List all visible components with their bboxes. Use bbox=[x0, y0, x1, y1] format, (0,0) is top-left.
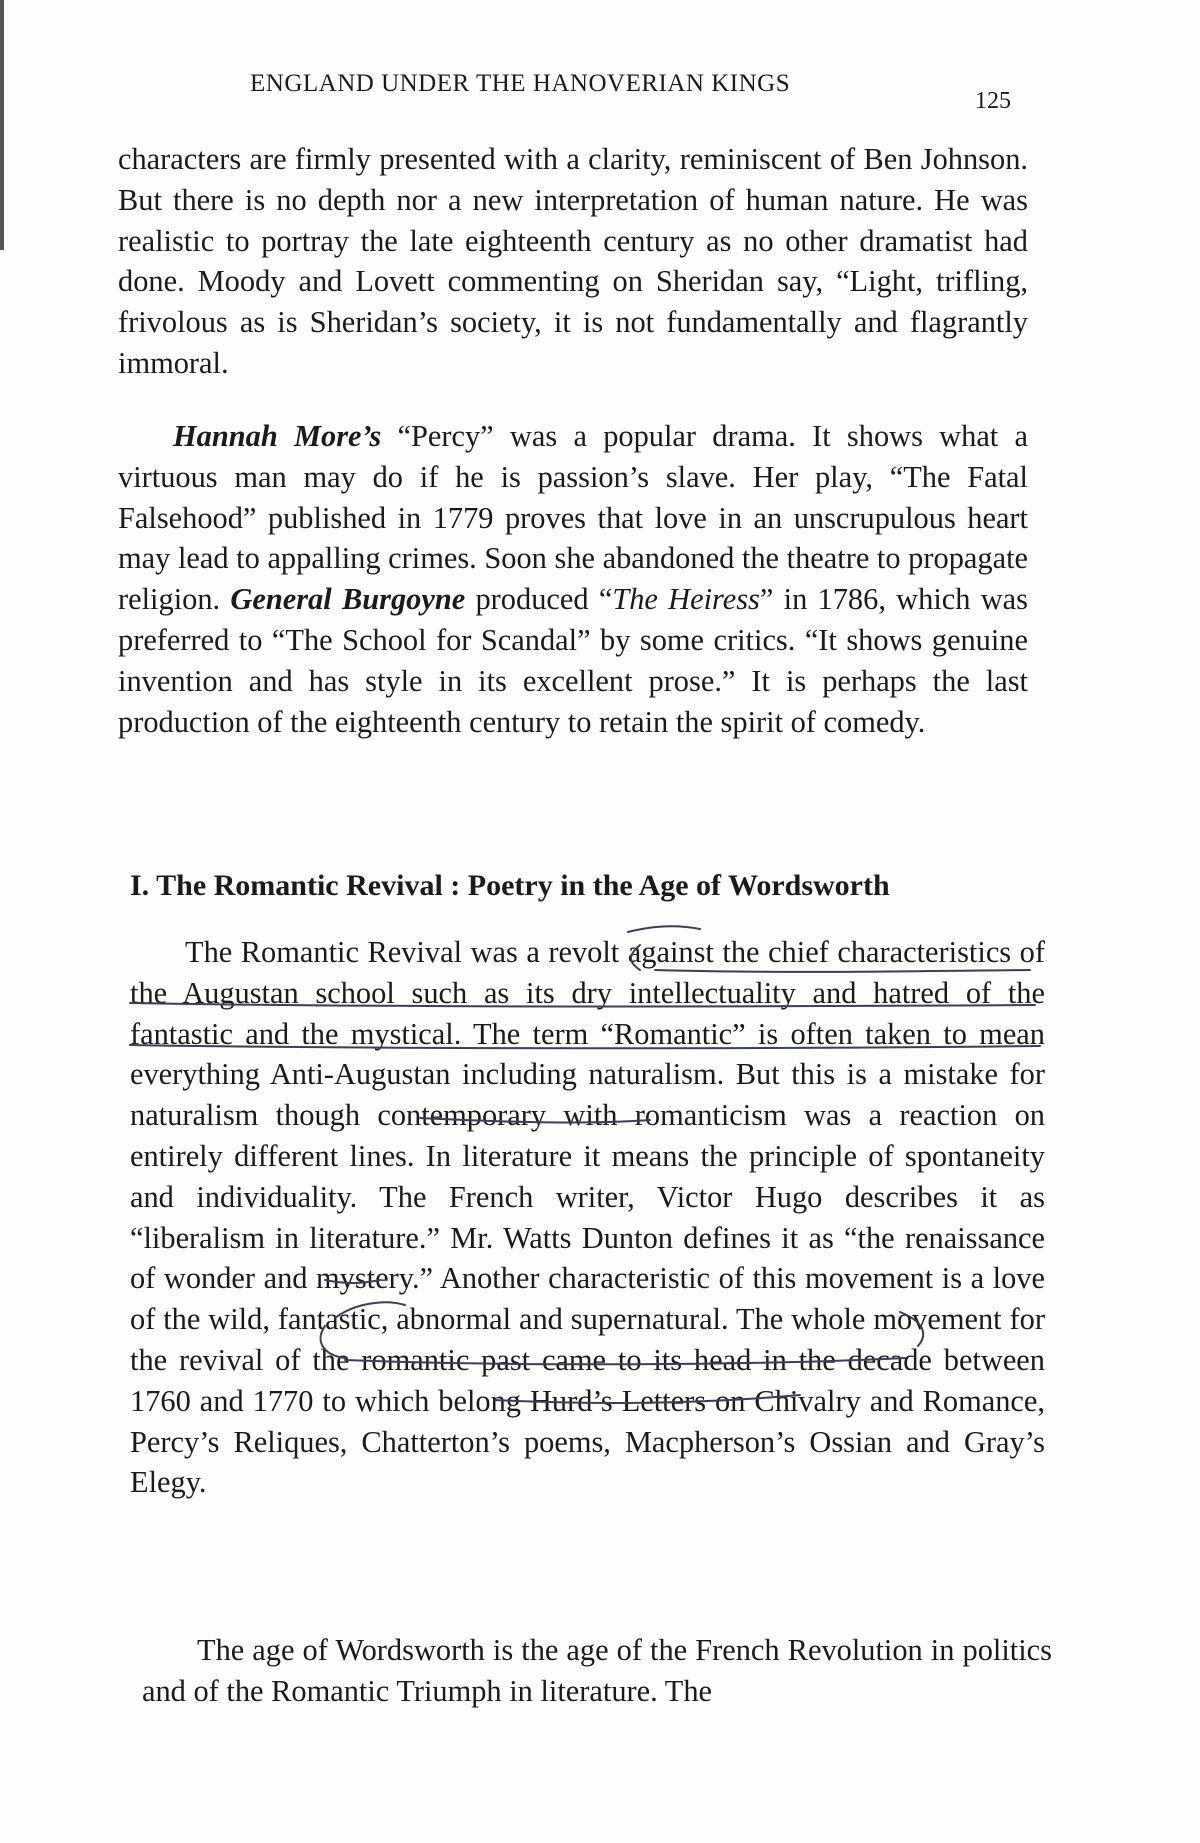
text-segment: produced “ bbox=[465, 582, 613, 617]
paragraph-romantic-revival: The Romantic Revival was a revolt against the chief characteristics of the Augustan school such as its dry intellectuality and hatred of the fantastic and the mystical. The term “Romantic” is often taken to mean everything Anti-Augustan including naturalism. But this is a mistake for naturalism though contemporary with romanticism was a reaction on entirely different lines. In literature it means the principle of spontaneity and individuality. The French writer, Victor Hugo describes it as “liberalism in literature.” Mr. Watts Dunton defines it as “the renaissance of wonder and mystery.” Another characteristic of this movement is a love of the wild, fantastic, abnormal and supernatural. The whole movement for the revival of the romantic past came to its head in the decade between 1760 and 1770 to which belong Hurd’s Letters on Chivalry and Romance, Percy’s Reliques, Chatterton’s poems, Macpherson’s Ossian and Gray’s Elegy. bbox=[130, 935, 1045, 1500]
paragraph-sheridan: characters are firmly presented with a clarity, reminiscent of Ben Johnson. But there is no depth nor a new interpretation of human nature. He was realistic to portray the late eighteenth century as no other dramatist had done. Moody and Lovett commenting on Sheridan say, “Light, trifling, frivolous as is Sheridan’s society, it is not fundamentally and flagrantly immoral. bbox=[118, 142, 1028, 380]
section-heading: I. The Romantic Revival : Poetry in the Age of Wordsworth bbox=[130, 869, 890, 902]
name-hannah-more: Hannah More’s bbox=[173, 419, 382, 453]
title-the-heiress: The Heiress bbox=[612, 582, 760, 617]
running-head: ENGLAND UNDER THE HANOVERIAN KINGS bbox=[250, 70, 791, 97]
paragraph-age-of-wordsworth: The age of Wordsworth is the age of the French Revolution in politics and of the Romantic Triumph in literature. The bbox=[142, 1633, 1052, 1708]
text-segment: ” in 1786, which was preferred to “The School for Scandal” by some critics. “It shows genuine invention and has style in its excellent prose.” It is perhaps the last production of the eighteenth century to retain the spirit of comedy. bbox=[118, 582, 1028, 739]
page-number: 125 bbox=[975, 88, 1011, 114]
page-edge-shadow bbox=[0, 0, 4, 250]
name-general-burgoyne: General Burgoyne bbox=[230, 582, 466, 617]
paragraph-hannah-more bbox=[118, 416, 1028, 742]
text-segment: “Percy” was a popular drama. It shows what a virtuous man may do if he is passion’s slave. Her play, “The Fatal Falsehood” published in 1779 proves that love in an unscrupulous heart may lead to appalling crimes. Soon she abandoned the theatre to propagate religion. bbox=[118, 419, 1028, 617]
